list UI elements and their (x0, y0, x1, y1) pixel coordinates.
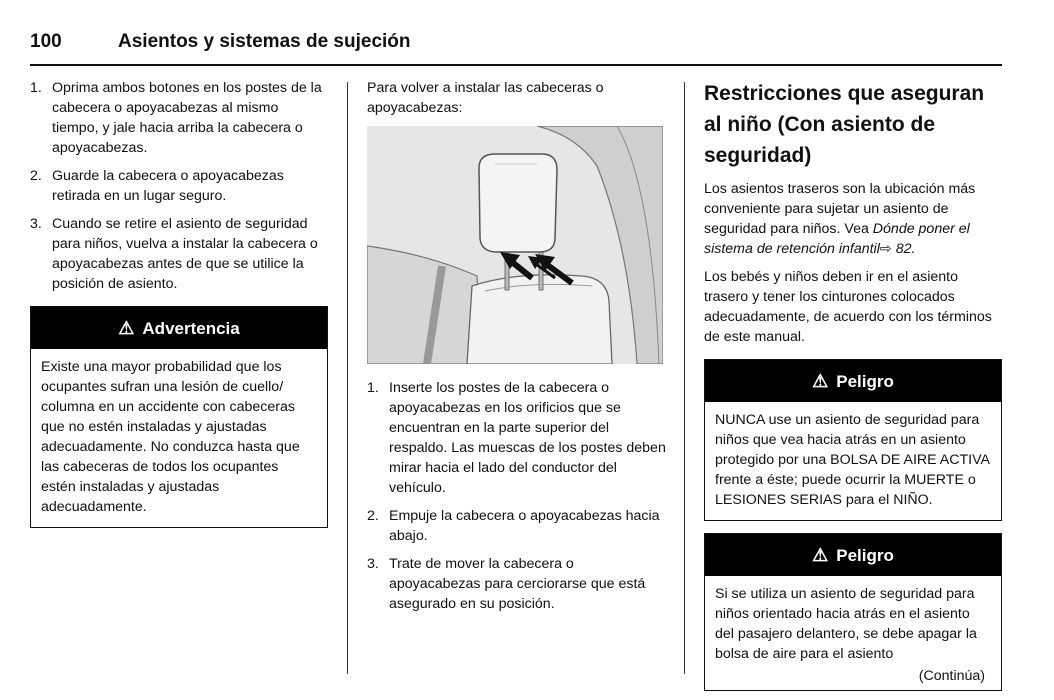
danger-text: Si se utiliza un asiento de seguridad para niños orientado hacia atrás en el asiento del pasajero delantero, se debe apagar la bolsa de aire para el asiento (715, 586, 977, 662)
warning-header (31, 307, 327, 349)
warning-triangle-icon: ⚠ (812, 545, 829, 565)
list-item (30, 78, 328, 158)
list-item (30, 214, 328, 294)
page-reference[interactable]: 82. (895, 241, 916, 257)
continued-label: (Continúa) (918, 668, 985, 684)
column-left (30, 78, 328, 528)
child-restraint-para-1 (704, 179, 1002, 259)
danger-header (705, 534, 1001, 576)
danger-title: Peligro (836, 372, 894, 391)
child-restraint-para-2: Los bebés y niños deben ir en el asiento trasero y tener los cinturones colocados adecuadamente, de acuerdo con los términos de este manual. (704, 269, 992, 345)
arrow-ref-icon: ⇨ (879, 241, 892, 257)
warning-triangle-icon: ⚠ (812, 371, 829, 391)
danger-body: NUNCA use un asiento de seguridad para niños que vea hacia atrás en un asiento protegido por una BOLSA DE AIRE ACTIVA frente a éste; puede ocurrir la MUERTE o LESIONES SERIAS para el NIÑO. (715, 412, 990, 508)
danger-header (705, 360, 1001, 402)
column-right (704, 78, 1002, 691)
step-number: 3. (30, 216, 42, 232)
section-title: Asientos y sistemas de sujeción (118, 31, 411, 52)
danger-title: Peligro (836, 546, 894, 565)
reinstall-steps (367, 378, 667, 614)
step-text: Cuando se retire el asiento de seguridad para niños, vuelva a instalar la cabecera o apoyacabezas antes de que se utilice la posición de asiento. (52, 216, 318, 292)
danger-box-1 (704, 359, 1002, 521)
step-number: 3. (367, 556, 379, 572)
step-text: Oprima ambos botones en los postes de la cabecera o apoyacabezas al mismo tiempo, y jale hacia arriba la cabecera o apoyacabezas. (52, 80, 322, 156)
column-divider (347, 82, 348, 674)
list-item (367, 378, 667, 498)
para-text: Los asientos traseros son la ubicación más conveniente para sujetar un asiento de seguridad para niños. Vea (704, 181, 976, 237)
column-middle (367, 78, 667, 622)
cross-reference-link[interactable]: Dónde poner el sistema de retención infantil (704, 221, 970, 257)
step-number: 1. (367, 380, 379, 396)
removal-steps (30, 78, 328, 294)
warning-title: Advertencia (142, 319, 240, 338)
reinstall-intro: Para volver a instalar las cabeceras o apoyacabezas: (367, 80, 604, 116)
step-text: Inserte los postes de la cabecera o apoyacabezas en los orificios que se encuentran en la parte superior del respaldo. Las muescas de los postes deben mirar hacia el lado del conductor del vehículo. (389, 380, 666, 496)
child-restraint-heading: Restricciones que aseguran al niño (Con asiento de seguridad) (704, 82, 985, 167)
step-number: 1. (30, 80, 42, 96)
danger-body (705, 576, 1001, 690)
step-text: Trate de mover la cabecera o apoyacabezas para cerciorarse que está asegurado en su posición. (389, 556, 646, 612)
page-number: 100 (30, 31, 62, 52)
step-text: Empuje la cabecera o apoyacabezas hacia abajo. (389, 508, 660, 544)
warning-triangle-icon: ⚠ (118, 318, 135, 338)
warning-body: Existe una mayor probabilidad que los ocupantes sufran una lesión de cuello/ columna en un accidente con cabeceras que no estén instaladas y ajustadas adecuadamente. No conduzca hasta que las cabeceras de todos los ocupantes estén instaladas y ajustadas adecuadamente. (41, 359, 300, 515)
list-item (367, 506, 667, 546)
step-text: Guarde la cabecera o apoyacabezas retirada en un lugar seguro. (52, 168, 284, 204)
step-number: 2. (367, 508, 379, 524)
danger-box-2 (704, 533, 1002, 691)
column-divider (684, 82, 685, 674)
headrest-install-illustration (367, 126, 663, 364)
list-item (367, 554, 667, 614)
warning-box (30, 306, 328, 528)
page-header (30, 30, 1002, 66)
list-item (30, 166, 328, 206)
step-number: 2. (30, 168, 42, 184)
